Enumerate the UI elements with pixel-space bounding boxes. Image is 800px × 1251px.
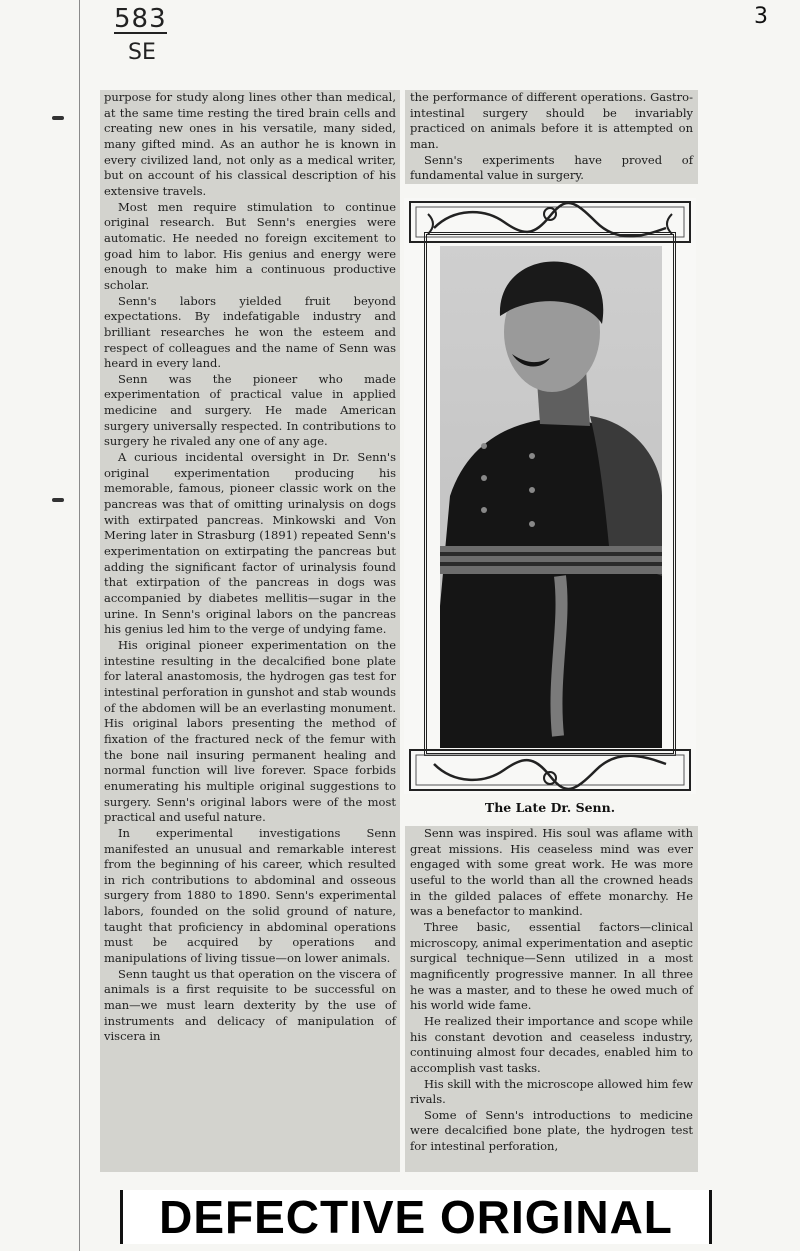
paragraph: Senn taught us that operation on the viscera of animals is a first requisite to be successful on man—we must learn dexterity by the use of instruments and delicacy of manipulation of viscera in <box>104 966 396 1044</box>
paragraph: His original pioneer experimentation on the intestine resulting in the decalcified bone plate for lateral anastomosis, the hydrogen gas test for intestinal perforation in gunshot and stab wounds of the abdomen will be an everlasting monument. His original labors presenting the method of fixation of the fractured neck of the femur with the bone nail insuring permanent healing and normal function will live forever. Space forbids enumerating his multiple original suggestions to surgery. Senn's original labors were of the most practical and useful nature. <box>104 637 396 825</box>
paragraph: Senn's experiments have proved of fundamental value in surgery. <box>410 152 693 183</box>
page-number: 3 <box>754 4 768 29</box>
article-column-right-bottom <box>405 826 698 1172</box>
paragraph: Some of Senn's introductions to medicine were decalcified bone plate, the hydrogen test for intestinal perforation, <box>410 1107 693 1154</box>
portrait-caption: The Late Dr. Senn. <box>484 800 616 815</box>
paragraph: Senn's labors yielded fruit beyond expectations. By indefatigable industry and brilliant researches he won the esteem and respect of colleagues and the name of Senn was heard in every land. <box>104 293 396 371</box>
paragraph: Three basic, essential factors—clinical microscopy, animal experimentation and aseptic surgical technique—Senn utilized in a most magnificently progressive manner. In all three he was a master, and to these he owed much of his world wide fame. <box>410 919 693 1013</box>
paragraph: Senn was inspired. His soul was aflame with great missions. His ceaseless mind was ever engaged with some great work. He was more useful to the world than all the crowned heads in the gilded palaces of effete monarchy. He was a benefactor to mankind. <box>410 826 693 919</box>
margin-rule <box>79 0 80 1251</box>
punch-mark <box>52 498 64 502</box>
handwritten-number: 583 <box>114 4 167 34</box>
punch-mark <box>52 116 64 120</box>
paragraph: His skill with the microscope allowed him few rivals. <box>410 1076 693 1107</box>
paragraph: Most men require stimulation to continue original research. But Senn's energies were automatic. He needed no foreign excitement to goad him to labor. His genius and energy were enough to make him a continuous productive scholar. <box>104 199 396 292</box>
article-column-right-top <box>405 90 698 184</box>
ornament-bottom <box>404 746 696 794</box>
paragraph: He realized their importance and scope while his constant devotion and ceaseless industry, continuing almost four decades, enabled him to accomplish vast tasks. <box>410 1013 693 1075</box>
paragraph: purpose for study along lines other than medical, at the same time resting the tired brain cells and creating new ones in his versatile, many sided, many gifted mind. As an author he is known in every civilized land, not only as a medical writer, but on account of his classical description of his extensive travels. <box>104 90 396 198</box>
portrait-figure <box>440 246 662 748</box>
paragraph: In experimental investigations Senn manifested an unusual and remarkable interest from the beginning of his career, which resulted in rich contributions to abdominal and osseous surgery from 1880 to 1890. Senn's experimental labors, founded on the solid ground of nature, taught that proficiency in abdominal operations must be acquired by operations and manipulations of living tissue—on lower animals. <box>104 825 396 966</box>
paragraph: A curious incidental oversight in Dr. Senn's original experimentation producing his memorable, famous, pioneer classic work on the pancreas was that of omitting urinalysis on dogs with extirpated pancreas. Minkowski and Von Mering later in Strasburg (1891) repeated Senn's experimentation on extirpating the pancreas but adding the significant factor of urinalysis found that extirpation of the pancreas in dogs was accompanied by diabetes mellitis—sugar in the urine. In Senn's original labors on the pancreas his genius led him to the verge of undying fame. <box>104 450 396 637</box>
portrait-photo <box>440 246 662 748</box>
portrait-frame <box>404 198 696 794</box>
article-column-left <box>100 90 400 1172</box>
paragraph: the performance of different operations. Gastro-intestinal surgery should be invariably practiced on animals before it is attempted on man. <box>410 90 693 151</box>
paragraph: Senn was the pioneer who made experimentation of practical value in applied medicine and surgery. He made American surgery universally respected. In contributions to surgery he rivaled any one of any age. <box>104 371 396 449</box>
handwritten-note: SE <box>128 40 156 65</box>
defective-original-stamp: DEFECTIVE ORIGINAL <box>120 1190 712 1244</box>
